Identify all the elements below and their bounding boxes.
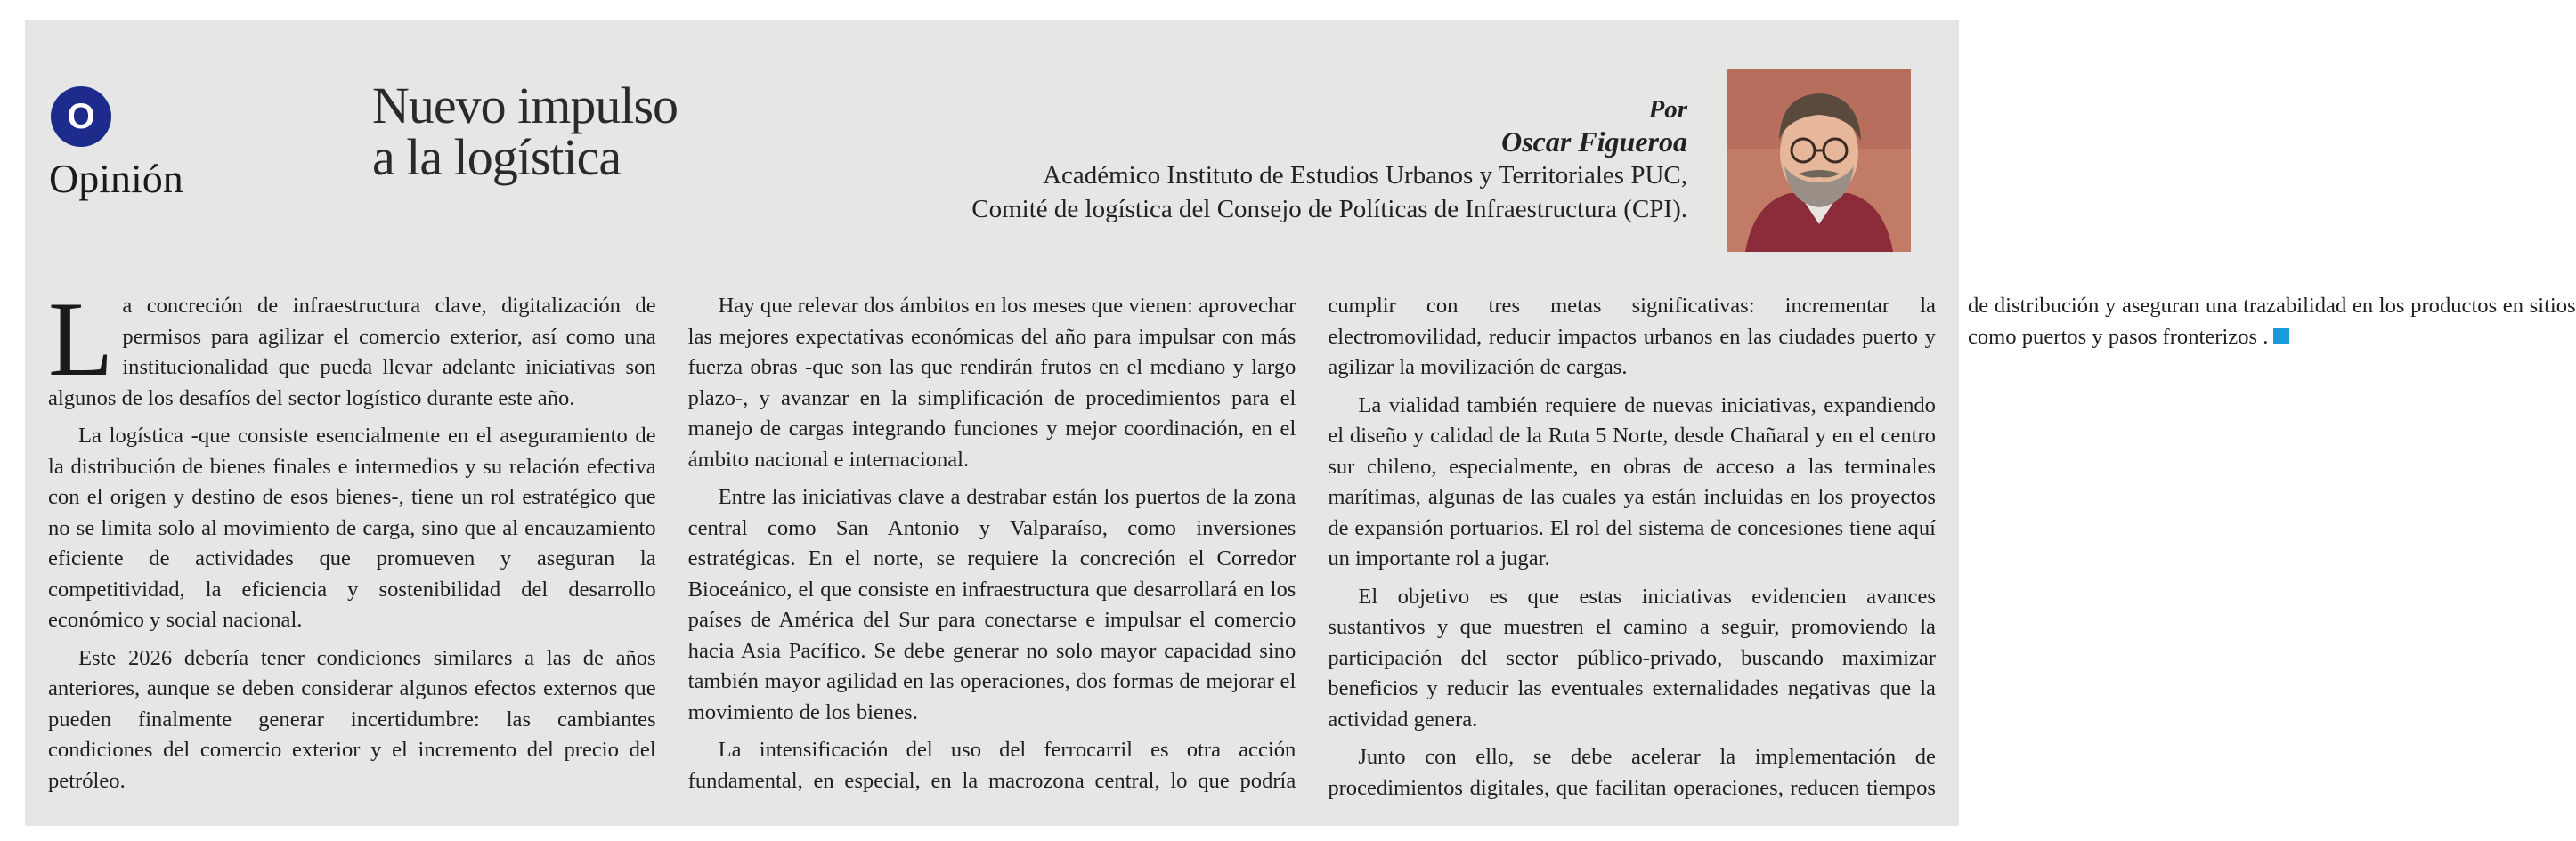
paragraph-9-text: Junto con ello, se debe acelerar la implementación de procedimientos digitales, que facilitan operaciones, reducen tiempos de distribución y aseguran una trazabilidad en los productos en sitios como puertos y pasos fronterizos . — [1328, 294, 2576, 800]
drop-cap: L — [48, 279, 114, 398]
byline-por: Por — [1648, 95, 1687, 124]
paragraph-6: La intensificación del uso del ferrocarril es otra acción fundamental, en especial, en la macrozona central, lo que podría cumplir con tres metas significativas: incrementar la electromovilidad, reducir impactos urbanos en las ciudades puerto y agilizar la movilización de cargas. — [687, 294, 1936, 793]
paragraph-5: Entre las iniciativas clave a destrabar están los puertos de la zona central como San Antonio y Valparaíso, como inversiones estratégicas. En el norte, se requiere la concreción el Corredor Bioceánico, el que consiste en infraestructura que desarrollará en los países de América del Sur para conectarse e impulsar el comercio hacia Asia Pacífico. Se debe generar no solo mayor capacidad sino también mayor agilidad en las operaciones, dos formas de mejorar el movimiento de los bienes. — [687, 485, 1296, 724]
paragraph-1 — [48, 279, 656, 414]
opinion-badge-icon — [51, 86, 111, 147]
author-name: Oscar Figueroa — [1501, 125, 1687, 158]
paragraph-4: Hay que relevar dos ámbitos en los meses que vienen: aprovechar las mejores expectativas económicas del año para impulsar con más fuerza obras -que son las que rendirán frutos en el mediano y largo plazo-, y avanzar en la simplificación de procedimientos para el manejo de cargas integrando funciones y mejor coordinación, en el ámbito nacional e internacional. — [687, 294, 1296, 472]
paragraph-1-text: a concreción de infraestructura clave, digitalización de permisos para agilizar el comercio exterior, así como una institucionalidad que pueda llevar adelante iniciativas son algunos de los desafíos del sector logístico durante este año. — [48, 294, 656, 410]
badge-letter: O — [67, 96, 95, 136]
opinion-page — [25, 20, 2576, 826]
article-title — [372, 77, 679, 186]
paragraph-7: La vialidad también requiere de nuevas iniciativas, expandiendo el diseño y calidad de la Ruta 5 Norte, desde Chañaral y en el centro sur chileno, especialmente, en obras de acceso a las terminales marítimas, algunas de las cuales ya están incluidas en los proyectos de expansión portuarios. El rol del sistema de concesiones tiene aquí un importante rol a jugar. — [1328, 392, 1936, 570]
paragraph-8: El objetivo es que estas iniciativas evidencien avances sustantivos y que muestren el camino a seguir, promoviendo la participación del sector público-privado, buscando maximizar beneficios y reducir las eventuales externalidades negativas que la actividad genera. — [1328, 584, 1936, 732]
author-affiliation-1: Académico Instituto de Estudios Urbanos y Territoriales PUC, — [1043, 161, 1687, 190]
title-line-2: a la logística — [372, 128, 622, 186]
article-body — [48, 279, 2576, 825]
author-portrait-photo — [1727, 69, 1911, 252]
byline — [971, 94, 1687, 226]
portrait-illustration — [1727, 69, 1911, 252]
title-line-1: Nuevo impulso — [372, 77, 679, 134]
section-label: Opinión — [49, 156, 183, 201]
paragraph-2: La logística -que consiste esencialmente en el aseguramiento de la distribución de bienes finales e intermedios y su relación efectiva con el origen y destino de esos bienes-, tiene un rol estratégico que no se limita solo al movimiento de carga, sino que al encauzamiento eficiente de actividades que promueven y aseguran la competitividad, la eficiencia y sostenibilidad del desarrollo económico y social nacional. — [48, 424, 656, 632]
author-affiliation-2: Comité de logística del Consejo de Políticas de Infraestructura (CPI). — [971, 195, 1687, 223]
end-of-article-square-icon — [2273, 328, 2289, 344]
paragraph-3: Este 2026 debería tener condiciones similares a las de años anteriores, aunque se deben considerar algunos efectos externos que pueden finalmente generar incertidumbre: las cambiantes condiciones del comercio exterior y el incremento del precio del petróleo. — [48, 645, 656, 793]
